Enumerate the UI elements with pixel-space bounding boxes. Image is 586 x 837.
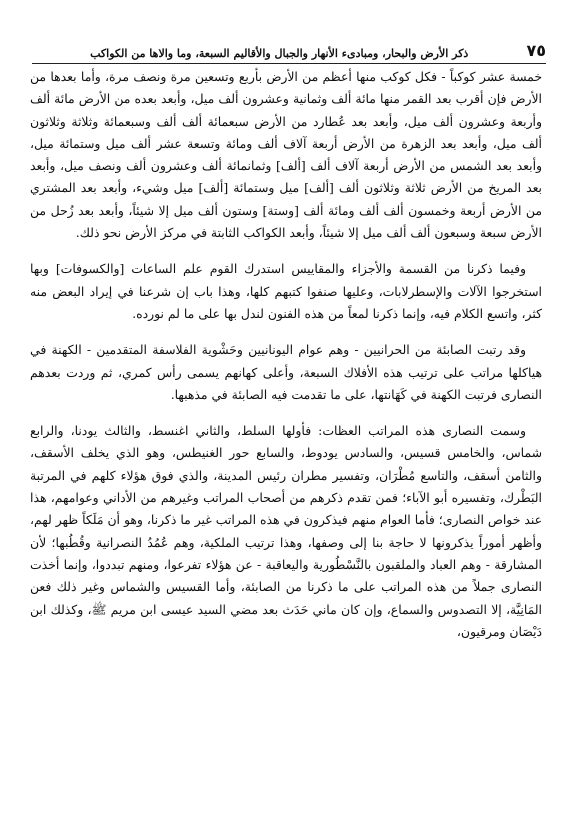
paragraph-distances: خمسة عشر كوكباً - فكل كوكب منها أعظم من الأرض بأربع وتسعين مرة ونصف مرة، وأما بعدها من الأرض فإن أقرب بعد القمر منها مائة ألف وثمانية وعشرون ألف ميل، وأبعد بعده من الأرض مائة ألف وأربعة وعشرون ألف ميل، وأبعد بعد عُطارد من الأرض سبعمائة ألف ألف وسبعمائة وثلاثة وثلاثون ألف ميل، وأبعد بعد الزهرة من الأرض أربعة آلاف ألف ومائة وتسعة عشر ألف ميل وستمائة ميل، وأبعد بعد الشمس من الأرض أربعة آلاف ألف [ألف] وثمانمائة ألف وعشرون ألف ونصف ميل، وأبعد بعد المريخ من الأرض ثلاثة وثلاثون ألف [ألف] ميل وستمائة [ألف] ميل وشيء، وأبعد بعد المشتري من الأرض أربعة وخمسون ألف ألف ومائة ألف [وستة] وستون ألف ميل إلا شيئاً، وأبعد بعد زُحل من الأرض سبعة وسبعون ألف ألف ميل إلا شيئاً، وأبعد الكواكب الثابتة في مركز الأرض نحو ذلك. xyxy=(30,69,542,241)
paragraph-sabians: وقد رتبت الصابئة من الحرانيين - وهم عوام اليونانيين وحَشْوية الفلاسفة المتقدمين - الكهنة في هياكلها مراتب على ترتيب هذه الأفلاك السبعة، وأعلى كهانهم يسمى رأس كمري، ثم وردت بعدهم النصارى فرتبت الكهنة في كَهَانتها، على ما تقدمت فيه الصابئة في مذهبها. xyxy=(30,342,542,402)
page-number: ٧٥ xyxy=(526,41,546,60)
running-title: ذكر الأرض والبحار، ومبادىء الأنهار والجبال والأقاليم السبعة، وما والاها من الكواكب xyxy=(90,47,469,60)
paragraph-measurements: وفيما ذكرنا من القسمة والأجزاء والمقاييس استدرك القوم علم الساعات [والكسوفات] وبها استخرجوا الآلات والإسطرلابات، وعليها صنفوا كتبهم كلها، وهذا باب إن شرعنا في إيراد البعض منه كثر، واتسع الكلام فيه، وإنما ذكرنا لمعاً من هذه الفنون لندل بها على ما لم نورده. xyxy=(30,261,542,321)
paragraph-christian-ranks: وسمت النصارى هذه المراتب العظات: فأولها السلط، والثاني اغنسط، والثالث يودنا، والرابع شماس، والخامس قسيس، والسادس يودوط، والسابع حور الغنيطس، وهو الذي يخلف الأسقف، والثامن أسقف، والتاسع مُطْرَان، وتفسير مطران رئيس المدينة، والذي فوق هؤلاء كلهم في المرتبة البَطْرك، وتفسيره أبو الآباء؛ فمن تقدم ذكرهم من أصحاب المراتب وغيرهم من الأداني وعوامهم، هذا عند خواص النصارى؛ فأما العوام منهم فيذكرون في هذه المراتب غير ما ذكرنا، وهو أن مَلَكاً ظهر لهم، وأظهر أموراً يذكرونها لا حاجة بنا إلى وصفها، وهذا ترتيب الملكية، وهم عُمُدُ النصرانية وقُطُبها؛ لأن المشارقة - وهم العباد والملقبون بالنَّسْطُورية واليعاقبة - عن هؤلاء تفرعوا، ومنهم تبددوا، وإنما أخذت النصارى جملاً من هذه المراتب على ما ذكرنا من الصابئة، وأما القسيس والشماس وغير ذلك فعن المَانِيَّة، إلا التصدوس والسماع، وإن كان ماني حَدَث بعد مضي السيد عيسى ابن مريم ﷺ، وكذلك ابن دَيْصَان ومرقيون، xyxy=(30,423,542,639)
page-body xyxy=(30,66,542,657)
page-header xyxy=(32,34,546,64)
